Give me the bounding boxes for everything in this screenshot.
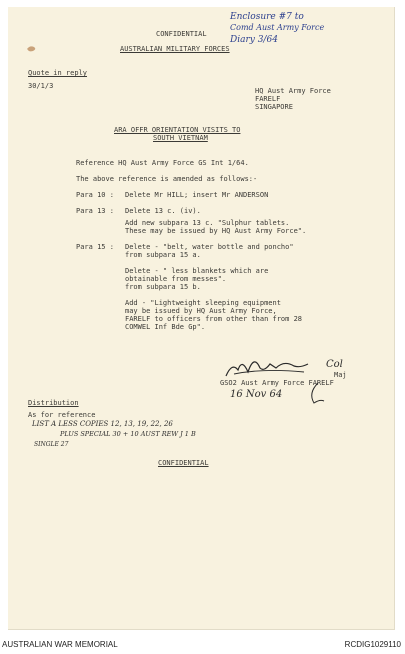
para-label: Para 15 : [76, 243, 114, 251]
para-text: Delete - "belt, water bottle and poncho" [125, 243, 294, 251]
address-line: HQ Aust Army Force [255, 87, 331, 95]
reference-line: Reference HQ Aust Army Force GS Int 1/64. [76, 159, 249, 167]
footer-record-id: RCDIG1029110 [344, 640, 401, 649]
para-text: obtainable from messes". [125, 275, 227, 283]
address-line: SINGAPORE [255, 103, 293, 111]
handwritten-distribution-list: PLUS SPECIAL 30 + 10 AUST REW J 1 B [60, 430, 196, 438]
quote-label: Quote in reply [28, 69, 88, 77]
address-line: FARELF [255, 95, 281, 103]
handwritten-enclosure-note: Enclosure #7 to [230, 12, 304, 22]
subject-line: SOUTH VIETNAM [153, 134, 208, 142]
handwritten-distribution-list: SINGLE 27 [34, 441, 69, 448]
footer-source: AUSTRALIAN WAR MEMORIAL [2, 640, 118, 649]
quote-reference: 30/1/3 [28, 82, 54, 90]
para-label: Para 10 : [76, 191, 114, 199]
para-text: Add new subpara 13 c. "Sulphur tablets. [125, 219, 290, 227]
classification-bottom: CONFIDENTIAL [158, 459, 209, 467]
para-text: These may be issued by HQ Aust Army Force". [125, 227, 307, 235]
document-page [8, 7, 395, 630]
para-text: Delete 13 c. (iv). [125, 207, 201, 215]
para-text: Delete - " less blankets which are [125, 267, 269, 275]
organisation-heading: AUSTRALIAN MILITARY FORCES [120, 45, 230, 53]
classification-top: CONFIDENTIAL [156, 30, 207, 38]
distribution-heading: Distribution [28, 399, 79, 407]
para-text: COMWEL Inf Bde Gp". [125, 323, 206, 331]
subject-line: ARA OFFR ORIENTATION VISITS TO [114, 126, 241, 134]
handwritten-enclosure-note: Comd Aust Army Force [230, 23, 325, 32]
para-text: Delete Mr HILL; insert Mr ANDERSON [125, 191, 269, 199]
para-text: Add - "Lightweight sleeping equipment [125, 299, 281, 307]
para-text: may be issued by HQ Aust Army Force, [125, 307, 277, 315]
punch-hole-mark [26, 44, 38, 53]
signature-rank: Maj [334, 371, 347, 379]
distribution-text: As for reference [28, 411, 96, 419]
signature-rank-handwritten: Col [326, 359, 343, 370]
amendment-intro: The above reference is amended as follows:- [76, 175, 258, 183]
para-label: Para 13 : [76, 207, 114, 215]
signature-scribble [224, 350, 310, 382]
handwritten-enclosure-note: Diary 3/64 [230, 35, 278, 45]
para-text: from subpara 15 b. [125, 283, 201, 291]
date-flourish [306, 381, 326, 405]
handwritten-date: 16 Nov 64 [230, 389, 283, 400]
para-text: from subpara 15 a. [125, 251, 201, 259]
signature-title: GSO2 Aust Army Force FARELF [220, 379, 334, 387]
para-text: FARELF to officers from other than from 28 [125, 315, 303, 323]
handwritten-distribution-list: LIST A LESS COPIES 12, 13, 19, 22, 26 [32, 420, 173, 428]
